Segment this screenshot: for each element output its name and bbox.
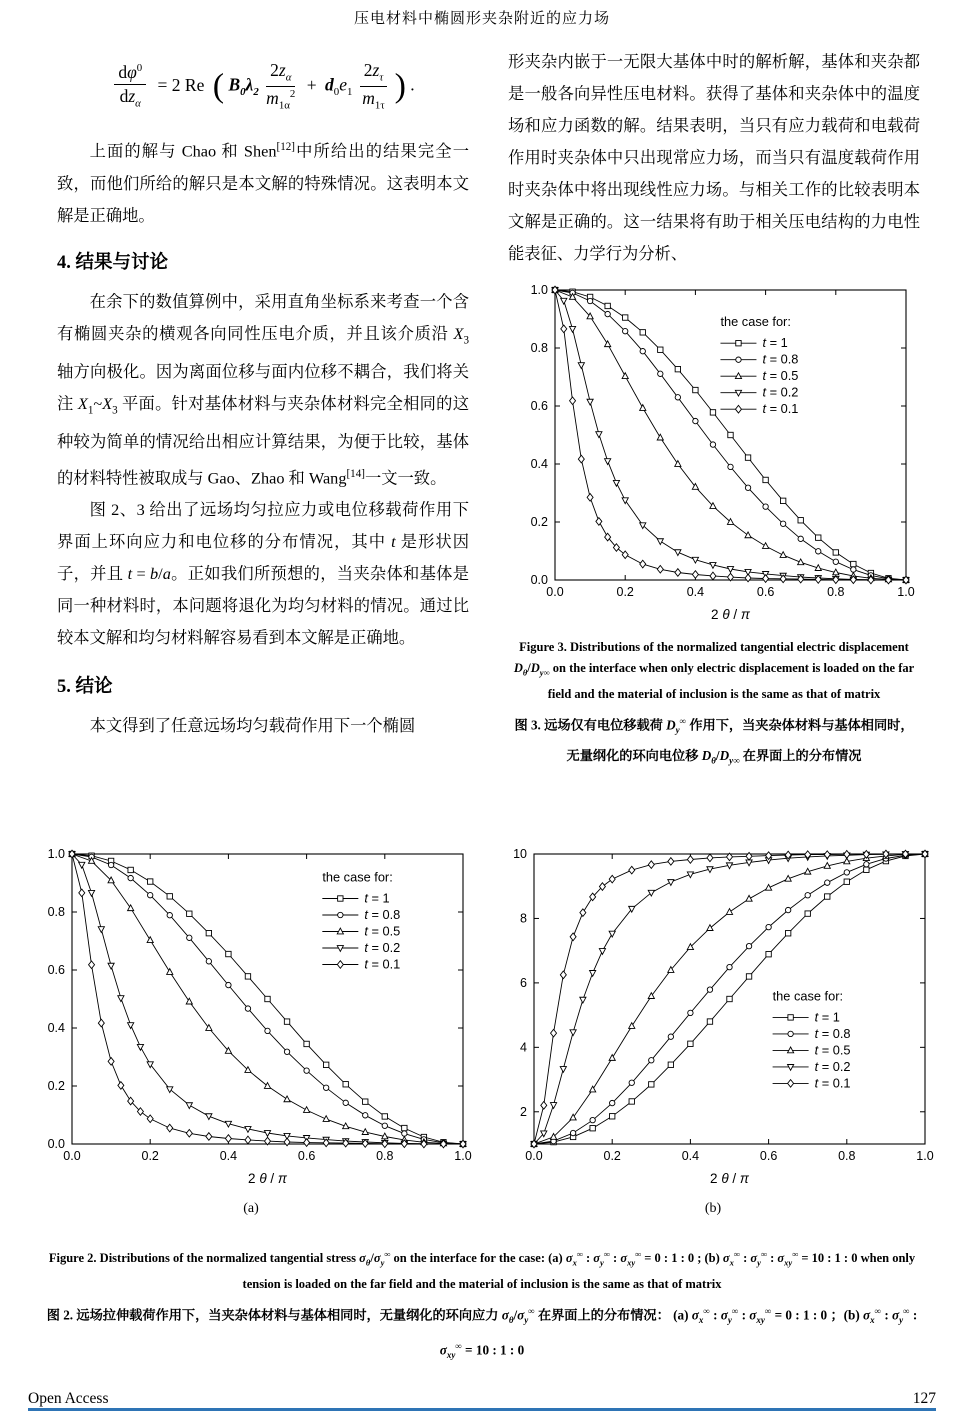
y-tick-label: 0.8 bbox=[530, 341, 548, 355]
x-tick-label: 0.6 bbox=[756, 585, 775, 599]
main-equation: $\frac{d\varphi^0}{dz_\alpha}$ = 2 Re ( $B_0\lambda_2$ $\frac{2z_\alpha}{m_{1\alpha}^2}$ + $d_0e_1$ $\frac{2z_\tau}{m_{1\tau}}$ ) . bbox=[57, 60, 469, 113]
square-marker bbox=[746, 974, 751, 979]
legend-entry-label: t = 0.1 bbox=[814, 1075, 851, 1091]
paragraph-numerical-setup: 在余下的数值算例中，采用直角坐标系来考查一个含有椭圆夹杂的横观各向同性压电介质，并且该介质沿 $X_3$ 轴方向极化。因为离面位移与面内位移不耦合，我们将关注 $X_1\sim X_3$ 平面。针对基体材料与夹杂体材料完全相同的这种较为简单的情况给出相应计算结果，为便于比较，基体的材料特性被取成与 Gao、Zhao 和 Wang[14]一文一致。 bbox=[57, 291, 470, 488]
x-tick-label: 0.6 bbox=[297, 1149, 316, 1163]
y-tick-label: 6 bbox=[520, 975, 527, 990]
circle-marker bbox=[187, 935, 192, 940]
square-marker bbox=[844, 879, 849, 884]
x-tick-label: 0.2 bbox=[603, 1149, 621, 1163]
legend-entry-label: t = 0.2 bbox=[814, 1058, 851, 1074]
figure2-caption bbox=[36, 1244, 928, 1368]
x-tick-label: 0.2 bbox=[616, 585, 634, 599]
square-marker bbox=[707, 1019, 712, 1024]
circle-marker bbox=[785, 907, 790, 912]
y-tick-label: 0.8 bbox=[47, 905, 65, 919]
legend-entry-label: t = 0.5 bbox=[364, 923, 401, 939]
legend-entry-label: t = 0.2 bbox=[364, 940, 401, 955]
x-axis-label: 2 θ / π bbox=[248, 1171, 287, 1186]
square-marker bbox=[605, 303, 610, 308]
circle-marker bbox=[570, 1130, 575, 1135]
legend-entry-label: t = 1 bbox=[364, 890, 390, 906]
figure2b-chart bbox=[490, 846, 936, 1188]
square-marker bbox=[148, 879, 153, 884]
circle-marker bbox=[727, 964, 732, 969]
square-marker bbox=[668, 1062, 673, 1067]
square-marker bbox=[343, 1082, 348, 1087]
term1-fraction: $\frac{2z_\alpha}{m_{1\alpha}^2}$ bbox=[266, 60, 296, 112]
legend-entry-label: t = 0.5 bbox=[762, 368, 799, 384]
legend-entry-label: t = 0.1 bbox=[364, 956, 401, 972]
figure2-caption-cn: 图 2. 远场拉伸载荷作用下，当夹杂体材料与基体相同时，无量纲化的环向应力 $\sigma_\theta/\sigma_y^\infty$ 在界面上的分布情况： (a) $\sigma_x^\infty$ : $\sigma_y^\infty$ : $\sigma_{xy}^\infty = 0$ : 1 : 0 ；(b) $\sigma_x^\infty$ : $\sigma_y^\infty$ : $\sigma_{xy}^\infty = 10$ : 1 : 0 bbox=[46, 1305, 918, 1360]
square-marker bbox=[304, 1041, 309, 1046]
paragraph-conclusion-continued: 形夹杂内嵌于一无限大基体中时的解析解，基体和夹杂都是一般各向异性压电材料。获得了基体和夹杂体中的温度场和应力函数的解。结果表明，当只有应力载荷和电载荷作用时夹杂体中只出现常应力场，而当只有温度载荷作用时夹杂体中将出现线性应力场。与相关工作的比较表明本文解是正确的。这一结果将有助于相关压电结构的力电性能表征、力学行为分析、 bbox=[508, 52, 920, 263]
y-tick-label: 1.0 bbox=[47, 847, 65, 861]
panel-label-b: (b) bbox=[704, 1201, 722, 1216]
square-marker bbox=[675, 366, 680, 371]
circle-marker bbox=[167, 912, 172, 917]
figure3-caption-cn: 图 3. 远场仅有电位移载荷 $D_y^\infty$ 作用下，当夹杂体材料与基体相同时，无量纲化的环向电位移 $D_\theta/D_{y\infty}$ 在界面上的分布情况 bbox=[514, 715, 914, 766]
figure2a-chart bbox=[28, 846, 474, 1188]
square-marker bbox=[763, 477, 768, 482]
legend-entry-label: t = 0.8 bbox=[814, 1025, 851, 1041]
footer-rule bbox=[28, 1408, 936, 1411]
circle-marker bbox=[736, 357, 741, 362]
square-marker bbox=[226, 951, 231, 956]
x-tick-label: 0.4 bbox=[681, 1149, 700, 1163]
square-marker bbox=[640, 330, 645, 335]
square-marker bbox=[766, 952, 771, 957]
square-marker bbox=[590, 1126, 595, 1131]
circle-marker bbox=[590, 1117, 595, 1122]
x-tick-label: 0.8 bbox=[838, 1149, 856, 1163]
paragraph-figures-discussion: 图 2、3 给出了远场均匀拉应力或电位移载荷作用下界面上环向应力和电位移的分布情况，其中 t 是形状因子，并且 t = b/a。正如我们所预想的，当夹杂体和基体是同一种材料时，本问题将退化为均匀材料的情况。通过比较本文解和均匀材料解容易看到本文解是正确地。 bbox=[57, 500, 469, 648]
x-tick-label: 0.0 bbox=[63, 1149, 81, 1163]
circle-marker bbox=[688, 1010, 693, 1015]
circle-marker bbox=[805, 893, 810, 898]
circle-marker bbox=[825, 880, 830, 885]
square-marker bbox=[284, 1019, 289, 1024]
circle-marker bbox=[338, 912, 343, 917]
lhs-fraction: $\frac{d\varphi^0}{dz_\alpha}$ bbox=[114, 62, 146, 112]
circle-marker bbox=[284, 1049, 289, 1054]
circle-marker bbox=[728, 464, 733, 469]
square-marker bbox=[745, 455, 750, 460]
circle-marker bbox=[610, 1100, 615, 1105]
circle-marker bbox=[343, 1100, 348, 1105]
y-tick-label: 8 bbox=[520, 911, 527, 926]
circle-marker bbox=[710, 442, 715, 447]
square-marker bbox=[851, 561, 856, 566]
square-marker bbox=[128, 867, 133, 872]
circle-marker bbox=[206, 959, 211, 964]
figure2-caption-en: Figure 2. Distributions of the normalized tangential stress $\sigma_\theta/\sigma_y^\infty$ on the interface for the case: (a) $\sigma_x^\infty$ : $\sigma_y^\infty$ : $\sigma_{xy}^\infty = 0$ : 1 : 0 ; (b) $\sigma_x^\infty$ : $\sigma_y^\infty$ : $\sigma_{xy}^\infty = 10$ : 1 : 0 when only tension is loaded on the far field and the material of inclusion is the same as that of matrix bbox=[48, 1249, 916, 1291]
y-tick-label: 0.2 bbox=[530, 515, 548, 529]
x-axis-label: 2 θ / π bbox=[711, 607, 750, 622]
square-marker bbox=[167, 894, 172, 899]
circle-marker bbox=[816, 549, 821, 554]
circle-marker bbox=[623, 328, 628, 333]
equals-2re: = 2 Re bbox=[157, 74, 205, 95]
y-tick-label: 0.4 bbox=[47, 1021, 65, 1035]
figure2-panels bbox=[28, 846, 936, 1217]
square-marker bbox=[402, 1125, 407, 1130]
square-marker bbox=[833, 550, 838, 555]
x-tick-label: 1.0 bbox=[454, 1149, 472, 1163]
x-tick-label: 1.0 bbox=[897, 585, 915, 599]
circle-marker bbox=[798, 536, 803, 541]
legend-entry-label: t = 0.5 bbox=[814, 1042, 851, 1058]
legend-entry-label: t = 1 bbox=[762, 335, 788, 351]
circle-marker bbox=[640, 348, 645, 353]
circle-marker bbox=[245, 1006, 250, 1011]
figure2b-panel bbox=[490, 846, 936, 1217]
y-tick-label: 10 bbox=[513, 847, 527, 861]
circle-marker bbox=[833, 559, 838, 564]
circle-marker bbox=[382, 1123, 387, 1128]
x-tick-label: 0.6 bbox=[759, 1149, 778, 1163]
square-marker bbox=[785, 931, 790, 936]
figure3-chart bbox=[508, 282, 920, 629]
legend-entry-label: t = 0.2 bbox=[762, 384, 799, 400]
circle-marker bbox=[363, 1113, 368, 1118]
legend-title: the case for: bbox=[720, 314, 791, 330]
section-heading-conclusion: 5. 结论 bbox=[57, 677, 113, 698]
square-marker bbox=[710, 410, 715, 415]
square-marker bbox=[187, 911, 192, 916]
figure3-chart bbox=[511, 282, 917, 624]
square-marker bbox=[338, 896, 343, 901]
left-column bbox=[57, 46, 469, 742]
square-marker bbox=[363, 1099, 368, 1104]
circle-marker bbox=[864, 862, 869, 867]
circle-marker bbox=[226, 982, 231, 987]
x-tick-label: 1.0 bbox=[916, 1149, 934, 1163]
circle-marker bbox=[763, 504, 768, 509]
panel-label-a: (a) bbox=[243, 1201, 259, 1216]
circle-marker bbox=[658, 371, 663, 376]
right-column bbox=[508, 46, 920, 773]
x-axis-label: 2 θ / π bbox=[710, 1171, 749, 1186]
x-tick-label: 0.0 bbox=[525, 1149, 543, 1163]
paragraph-conclusion-start: 本文得到了任意远场均匀载荷作用下一个椭圆 bbox=[89, 716, 416, 736]
circle-marker bbox=[788, 1031, 793, 1036]
paragraph-validation: 上面的解与 Chao 和 Shen[12]中所给出的结果完全一致，而他们所给的解只是本文解的特殊情况。这表明本文解是正确地。 bbox=[57, 141, 469, 225]
square-marker bbox=[206, 930, 211, 935]
circle-marker bbox=[649, 1058, 654, 1063]
y-tick-label: 2 bbox=[520, 1104, 527, 1119]
x-tick-label: 0.8 bbox=[376, 1149, 394, 1163]
legend-entry-label: t = 0.1 bbox=[762, 401, 799, 417]
circle-marker bbox=[844, 870, 849, 875]
circle-marker bbox=[587, 298, 592, 303]
legend-entry-label: t = 1 bbox=[814, 1009, 840, 1025]
legend-entry-label: t = 0.8 bbox=[364, 907, 401, 922]
circle-marker bbox=[693, 418, 698, 423]
square-marker bbox=[693, 387, 698, 392]
square-marker bbox=[629, 1099, 634, 1104]
y-tick-label: 0.0 bbox=[47, 1137, 65, 1151]
square-marker bbox=[728, 432, 733, 437]
circle-marker bbox=[668, 1034, 673, 1039]
circle-marker bbox=[745, 485, 750, 490]
square-marker bbox=[649, 1082, 654, 1087]
figure2a-chart bbox=[28, 846, 474, 1193]
running-header-title: 压电材料中椭圆形夹杂附近的应力场 bbox=[353, 11, 610, 27]
left-paren: ( bbox=[212, 67, 225, 105]
page-number: 127 bbox=[912, 1390, 936, 1407]
y-tick-label: 0.6 bbox=[530, 399, 548, 413]
circle-marker bbox=[675, 395, 680, 400]
square-marker bbox=[382, 1114, 387, 1119]
square-marker bbox=[265, 996, 270, 1001]
figure3-caption-en: Figure 3. Distributions of the normalized tangential electric displacement $D_\theta/D_{y\infty}$ on the interface when only electric displacement is loaded on the far field and the material of inclusion is the same as that of matrix bbox=[513, 640, 915, 701]
x-tick-label: 0.8 bbox=[827, 585, 845, 599]
square-marker bbox=[610, 1114, 615, 1119]
circle-marker bbox=[323, 1085, 328, 1090]
footer-open-access: Open Access bbox=[28, 1390, 109, 1407]
square-marker bbox=[658, 347, 663, 352]
figure2b-chart bbox=[490, 846, 936, 1193]
square-marker bbox=[688, 1041, 693, 1046]
x-tick-label: 0.4 bbox=[686, 585, 705, 599]
circle-marker bbox=[605, 311, 610, 316]
circle-marker bbox=[707, 987, 712, 992]
y-tick-label: 0.2 bbox=[47, 1079, 65, 1093]
square-marker bbox=[736, 341, 741, 346]
circle-marker bbox=[766, 924, 771, 929]
legend-title: the case for: bbox=[772, 988, 844, 1004]
square-marker bbox=[623, 315, 628, 320]
y-tick-label: 0.0 bbox=[530, 573, 548, 587]
plus-sign: + bbox=[306, 74, 317, 95]
y-tick-label: 0.6 bbox=[47, 963, 65, 977]
section-heading-results: 4. 结果与讨论 bbox=[57, 252, 169, 273]
circle-marker bbox=[304, 1068, 309, 1073]
circle-marker bbox=[108, 862, 113, 867]
circle-marker bbox=[629, 1080, 634, 1085]
square-marker bbox=[864, 867, 869, 872]
circle-marker bbox=[148, 892, 153, 897]
y-tick-label: 4 bbox=[520, 1040, 527, 1055]
legend-entry-label: t = 0.8 bbox=[762, 351, 799, 367]
square-marker bbox=[798, 518, 803, 523]
square-marker bbox=[780, 498, 785, 503]
y-tick-label: 0.4 bbox=[530, 457, 548, 471]
square-marker bbox=[805, 911, 810, 916]
circle-marker bbox=[780, 521, 785, 526]
square-marker bbox=[816, 535, 821, 540]
square-marker bbox=[788, 1015, 793, 1020]
square-marker bbox=[727, 996, 732, 1001]
circle-marker bbox=[128, 875, 133, 880]
square-marker bbox=[825, 894, 830, 899]
y-tick-label: 1.0 bbox=[530, 283, 548, 297]
square-marker bbox=[323, 1062, 328, 1067]
circle-marker bbox=[851, 567, 856, 572]
circle-marker bbox=[265, 1028, 270, 1033]
square-marker bbox=[245, 974, 250, 979]
legend-title: the case for: bbox=[322, 869, 393, 885]
circle-marker bbox=[746, 943, 751, 948]
figure2a-panel bbox=[28, 846, 474, 1217]
circle-marker bbox=[402, 1131, 407, 1136]
right-paren: ) bbox=[394, 67, 406, 105]
x-tick-label: 0.0 bbox=[546, 585, 564, 599]
term2-fraction: $\frac{2z_\tau}{m_{1\tau}}$ bbox=[360, 60, 387, 113]
x-tick-label: 0.4 bbox=[219, 1149, 238, 1163]
x-tick-label: 0.2 bbox=[141, 1149, 159, 1163]
